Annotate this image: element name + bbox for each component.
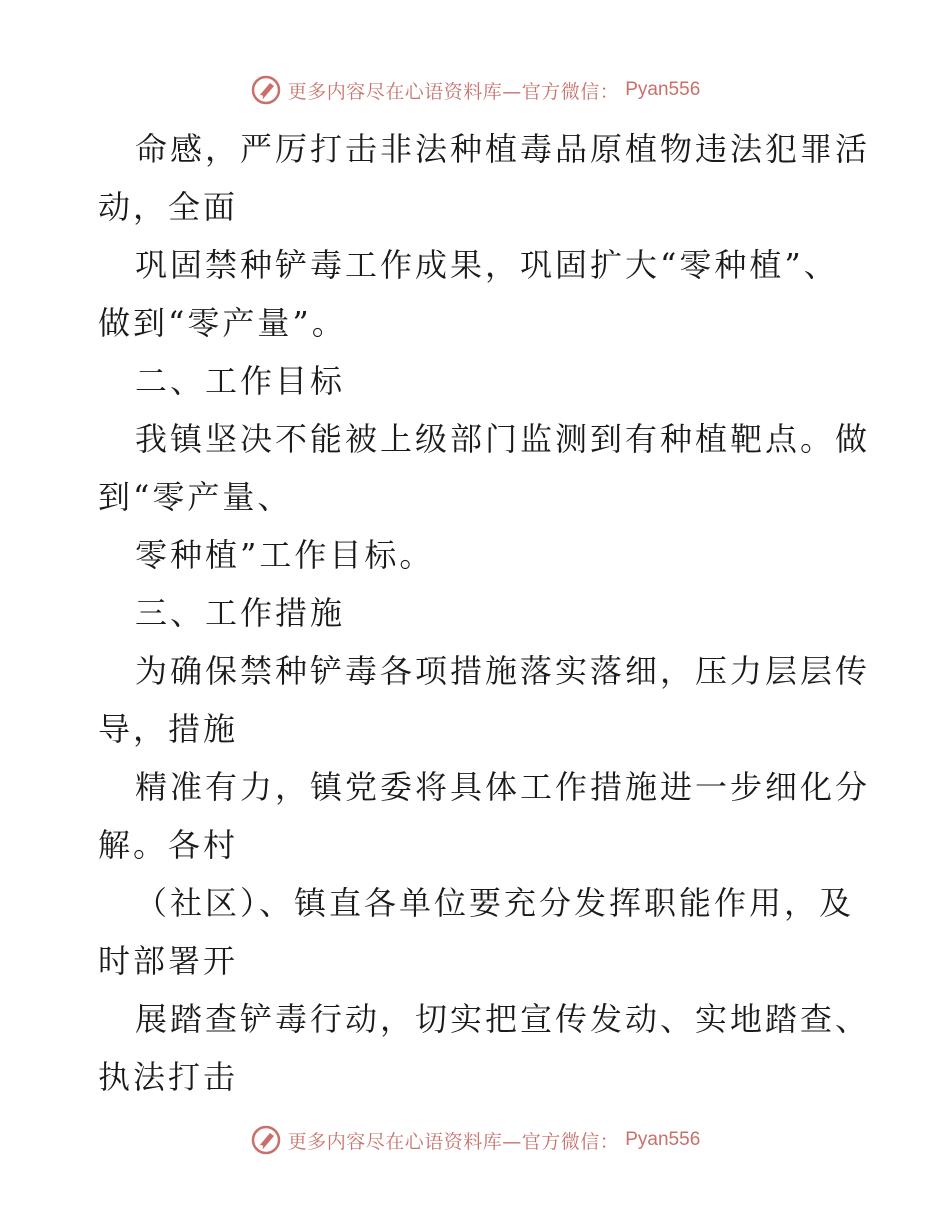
- logo-icon: [250, 74, 282, 106]
- text-line: 零种植”工作目标。: [135, 536, 435, 574]
- text-line: 做到“零产量”。: [98, 304, 347, 342]
- text-line: 解。各村: [98, 826, 239, 864]
- watermark-header: [0, 70, 950, 110]
- text-line: 动，全面: [98, 188, 239, 226]
- text-line: （社区）、镇直各单位要充分发挥职能作用，及: [135, 884, 855, 922]
- text-line: 巩固禁种铲毒工作成果，巩固扩大“零种植”、: [135, 246, 839, 284]
- logo-icon: [250, 1124, 282, 1156]
- text-line: 导，措施: [98, 710, 239, 748]
- text-line: 精准有力，镇党委将具体工作措施进一步细化分: [135, 768, 871, 806]
- text-line: 命感，严厉打击非法种植毒品原植物违法犯罪活: [135, 130, 871, 168]
- watermark-footer: [0, 1120, 950, 1160]
- watermark-text: 更多内容尽在心语资料库—官方微信：: [287, 80, 620, 103]
- watermark-wechat-id: Pyan556: [625, 1129, 701, 1150]
- text-line: 时部署开: [98, 942, 239, 980]
- text-line: 二、工作目标: [135, 362, 346, 400]
- watermark-text: 更多内容尽在心语资料库—官方微信：: [287, 1130, 620, 1153]
- text-line: 我镇坚决不能被上级部门监测到有种植靶点。做: [135, 420, 871, 458]
- text-line: 展踏查铲毒行动，切实把宣传发动、实地踏查、: [135, 1000, 871, 1038]
- text-line: 执法打击: [98, 1058, 239, 1096]
- text-line: 到“零产量、: [98, 478, 293, 516]
- watermark-wechat-id: Pyan556: [625, 79, 701, 100]
- text-line: 三、工作措施: [135, 594, 346, 632]
- document-body: [98, 120, 871, 1106]
- text-line: 为确保禁种铲毒各项措施落实落细，压力层层传: [135, 652, 871, 690]
